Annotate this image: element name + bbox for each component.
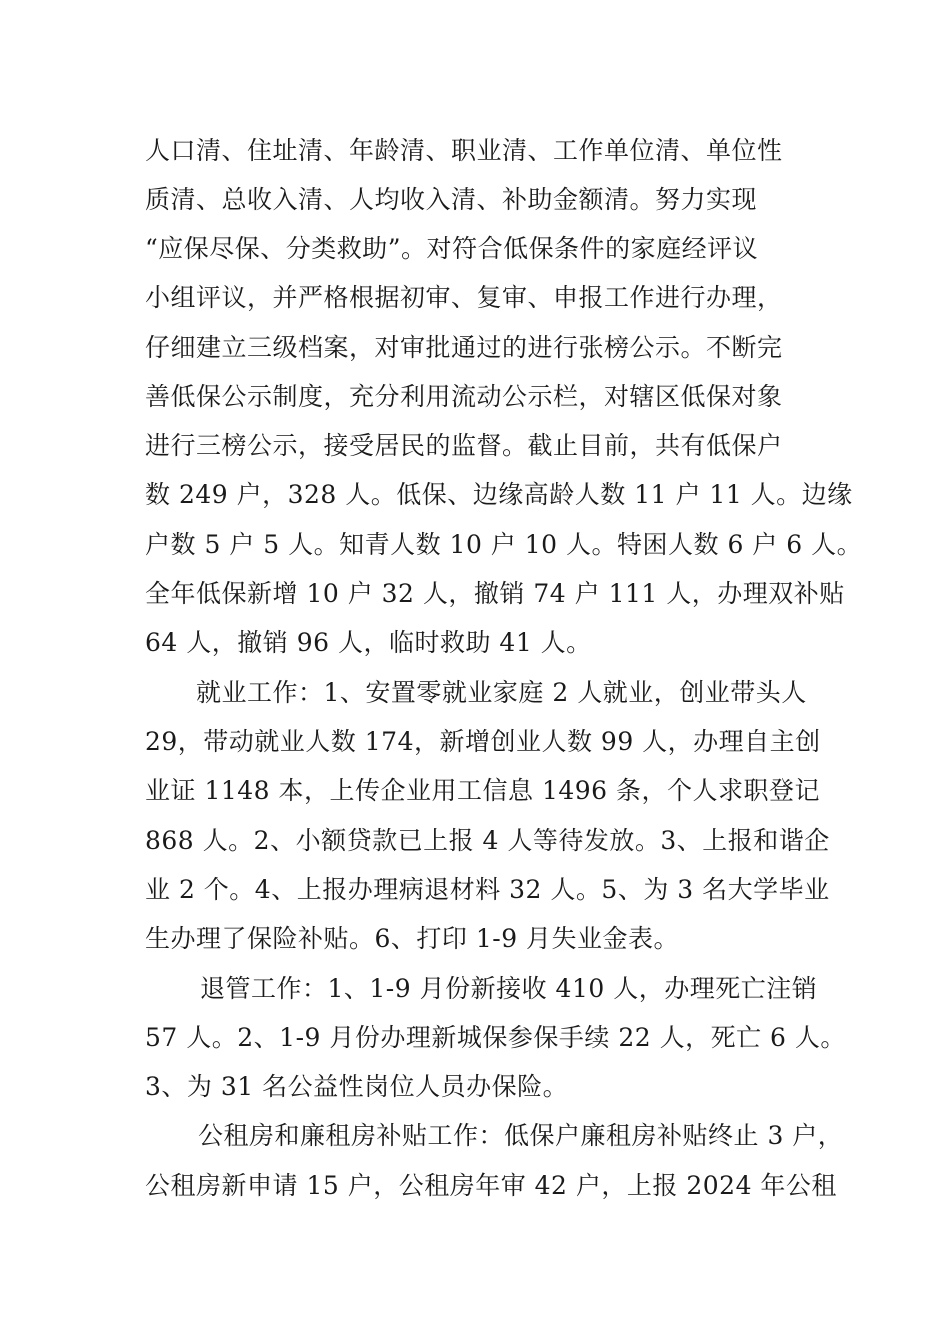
- text-line: 全年低保新增 10 户 32 人，撤销 74 户 111 人，办理双补贴: [145, 579, 845, 608]
- text-line: 57 人。2、1-9 月份办理新城保参保手续 22 人，死亡 6 人。: [145, 1023, 846, 1052]
- text-line: 业证 1148 本，上传企业用工信息 1496 条，个人求职登记: [145, 776, 821, 805]
- text-line: 3、为 31 名公益性岗位人员办保险。: [145, 1072, 569, 1101]
- text-line: 生办理了保险补贴。6、打印 1-9 月失业金表。: [145, 924, 680, 953]
- text-line: 质清、总收入清、人均收入清、补助金额清。努力实现: [145, 185, 758, 214]
- text-line: 进行三榜公示，接受居民的监督。截止目前，共有低保户: [145, 431, 783, 460]
- text-line: 29，带动就业人数 174，新增创业人数 99 人，办理自主创: [145, 727, 821, 756]
- paragraph-start-retirement: 退管工作：1、1-9 月份新接收 410 人，办理死亡注销: [200, 974, 818, 1003]
- paragraph-start-housing: 公租房和廉租房补贴工作：低保户廉租房补贴终止 3 户，: [198, 1121, 844, 1150]
- text-line: 868 人。2、小额贷款已上报 4 人等待发放。3、上报和谐企: [145, 826, 830, 855]
- text-line: “应保尽保、分类救助”。对符合低保条件的家庭经评议: [145, 234, 759, 263]
- text-line: 小组评议，并严格根据初审、复审、申报工作进行办理，: [145, 283, 783, 312]
- text-line: 业 2 个。4、上报办理病退材料 32 人。5、为 3 名大学毕业: [145, 875, 830, 904]
- paragraph-start-employment: 就业工作：1、安置零就业家庭 2 人就业，创业带头人: [196, 678, 807, 707]
- text-line: 公租房新申请 15 户，公租房年审 42 户，上报 2024 年公租: [145, 1171, 837, 1200]
- text-line: 善低保公示制度，充分利用流动公示栏，对辖区低保对象: [145, 382, 783, 411]
- text-line: 人口清、住址清、年龄清、职业清、工作单位清、单位性: [145, 136, 783, 165]
- text-line: 64 人，撤销 96 人，临时救助 41 人。: [145, 628, 592, 657]
- text-line: 户数 5 户 5 人。知青人数 10 户 10 人。特困人数 6 户 6 人。: [145, 530, 863, 559]
- text-line: 数 249 户，328 人。低保、边缘高龄人数 11 户 11 人。边缘: [145, 480, 853, 509]
- text-line: 仔细建立三级档案，对审批通过的进行张榜公示。不断完: [145, 333, 783, 362]
